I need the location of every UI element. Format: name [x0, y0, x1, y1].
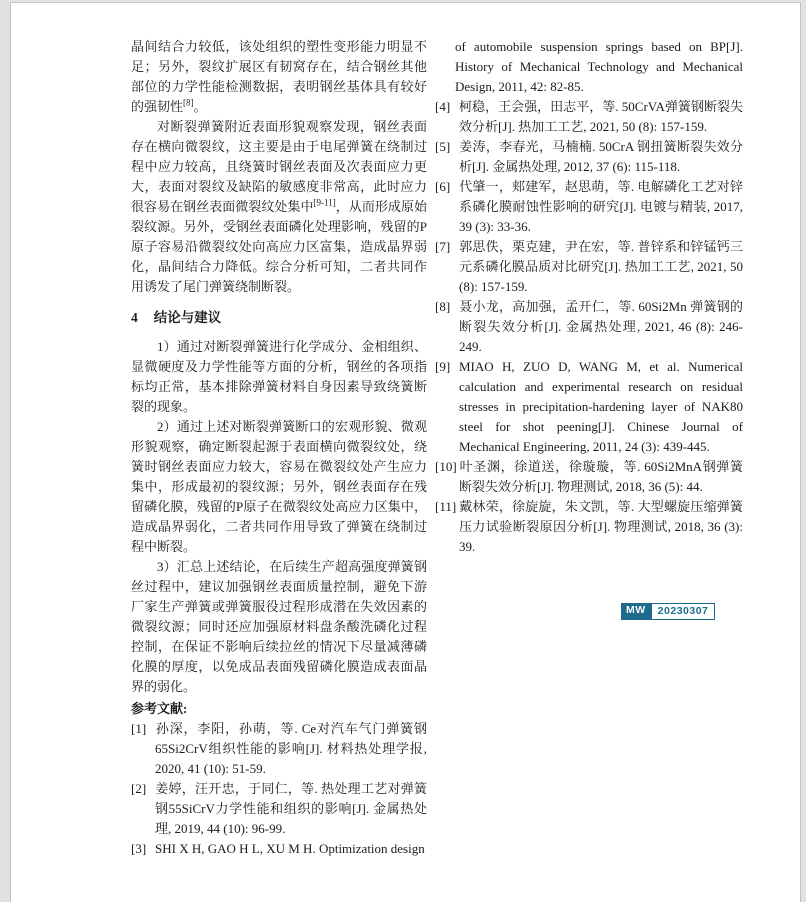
reference-number: [6]: [435, 179, 451, 194]
reference-text: 郭思佚，栗克建，尹在宏，等. 普锌系和锌锰钙三元系磷化膜品质对比研究[J]. 热加工工艺, 2021, 50 (8): 157-159.: [459, 239, 743, 294]
right-column: [435, 37, 743, 557]
reference-text: 姜涛，李春光，马楠楠. 50CrA 钢扭簧断裂失效分析[J]. 金属热处理, 2012, 37 (6): 115-118.: [459, 139, 743, 174]
reference-text: 姜婷，汪开忠，于同仁，等. 热处理工艺对弹簧钢55SiCrV力学性能和组织的影响[J]. 金属热处理, 2019, 44 (10): 96-99.: [155, 781, 427, 836]
conclusion-item-2: 2）通过上述对断裂弹簧断口的宏观形貌、微观形貌观察，确定断裂起源于表面横向微裂纹处，绕簧时钢丝表面应力较大，容易在微裂纹处产生应力集中，形成最初的裂纹源；另外，钢丝表面存在残留磷化膜，残留的P原子在微裂纹处高应力区集中，造成晶界弱化，二者共同作用导致了弹簧在绕制过程中断裂。: [131, 419, 427, 554]
reference-item-1: [131, 719, 427, 779]
reference-item-9: [435, 357, 743, 457]
reference-item-7: [435, 237, 743, 297]
reference-item-11: [435, 497, 743, 557]
paper-page: [10, 2, 801, 902]
reference-item-5: [435, 137, 743, 177]
reference-number: [4]: [435, 99, 451, 114]
reference-number: [8]: [435, 299, 451, 314]
paragraph-text: ，从而形成原始裂纹源。另外，受钢丝表面磷化处理影响，残留的P原子容易沿微裂纹处向高应力区富集，造成晶界弱化，晶间结合力降低。综合分析可知，二者共同作用诱发了尾门弹簧绕制断裂。: [131, 199, 427, 294]
citation-superscript: [9-11]: [313, 197, 336, 208]
paragraph-microcrack-analysis: [131, 117, 427, 297]
reference-number: [11]: [435, 499, 457, 514]
reference-number: [5]: [435, 139, 451, 154]
paragraph-text: 晶间结合力较低，该处组织的塑性变形能力明显不足；另外，裂纹扩展区有韧窝存在，结合钢丝其他部位的力学性能检测数据，表明钢丝基体具有较好的强韧性: [131, 39, 427, 114]
reference-text: SHI X H, GAO H L, XU M H. Optimization design: [155, 841, 425, 856]
reference-text: 孙深，李阳，孙萌，等. Ce对汽车气门弹簧钢65Si2CrV组织性能的影响[J]. 材料热处理学报, 2020, 41 (10): 51-59.: [155, 721, 427, 776]
left-column: [131, 37, 427, 859]
paragraph-text: 对断裂弹簧附近表面形貌观察发现，钢丝表面存在横向微裂纹，这主要是由于电尾弹簧在绕制过程中应力较高，且绕簧时钢丝表面及次表面应力更大，表面对裂纹及缺陷的敏感度非常高，此时应力很容易在钢丝表面微裂纹处集中: [131, 119, 427, 214]
reference-number: [7]: [435, 239, 451, 254]
conclusion-item-3: 3）汇总上述结论，在后续生产超高强度弹簧钢丝过程中，建议加强钢丝表面质量控制，避免下游厂家生产弹簧或弹簧服役过程形成潜在失效因素的微裂纹源；同时还应加强原材料盘条酸洗磷化过程控制，在保证不影响后续拉丝的情况下尽量减薄磷化膜的厚度，以免成品表面残留磷化膜造成表面晶界的弱化。: [131, 559, 427, 694]
reference-text: 柯稳，王会强，田志平，等. 50CrVA弹簧钢断裂失效分析[J]. 热加工工艺, 2021, 50 (8): 157-159.: [459, 99, 743, 134]
article-id-badge: [621, 603, 715, 620]
paragraph-text: 。: [193, 99, 207, 114]
reference-text: 叶圣渊，徐道送，徐璇璇，等. 60Si2MnA钢弹簧断裂失效分析[J]. 物理测试, 2018, 36 (5): 44.: [459, 459, 743, 494]
reference-item-2: [131, 779, 427, 839]
reference-text: MIAO H, ZUO D, WANG M, et al. Numerical calculation and experimental research on residual stresses in precipitation-hardening layer of NAK80 steel for shot peening[J]. Chinese Journal of Mechanical Engineering, 2011, 24 (3): 439-445.: [459, 359, 743, 454]
reference-number: [9]: [435, 359, 451, 374]
reference-item-3: [131, 839, 427, 859]
reference-text: 戴林荣，徐旋旋，朱文凯，等. 大型螺旋压缩弹簧压力试验断裂原因分析[J]. 物理测试, 2018, 36 (3): 39.: [459, 499, 743, 554]
reference-number: [10]: [435, 459, 457, 474]
reference-item-3-continuation: of automobile suspension springs based on BP[J]. History of Mechanical Technology and Mechanical Design, 2011, 42: 82-85.: [455, 39, 743, 94]
reference-text: 代肇一，郏建军，赵思萌，等. 电解磷化工艺对锌系磷化膜耐蚀性影响的研究[J]. 电镀与精装, 2017, 39 (3): 33-36.: [459, 179, 743, 234]
reference-number: [2]: [131, 781, 147, 796]
article-id-number: 20230307: [651, 603, 716, 620]
conclusion-item-1: 1）通过对断裂弹簧进行化学成分、金相组织、显微硬度及力学性能等方面的分析，钢丝的各项指标均正常，基本排除弹簧材料自身因素导致绕簧断裂的现象。: [131, 339, 427, 414]
references-heading: 参考文献:: [131, 701, 188, 716]
reference-item-4: [435, 97, 743, 137]
reference-item-6: [435, 177, 743, 237]
reference-number: [3]: [131, 841, 147, 856]
reference-text: 聂小龙，高加强，孟开仁，等. 60Si2Mn 弹簧钢的断裂失效分析[J]. 金属热处理, 2021, 46 (8): 246-249.: [459, 299, 743, 354]
paragraph-grain-boundary: [131, 37, 427, 117]
mw-logo: MW: [621, 603, 651, 620]
reference-item-8: [435, 297, 743, 357]
reference-item-10: [435, 457, 743, 497]
reference-number: [1]: [131, 721, 147, 736]
section-title: 结论与建议: [153, 310, 222, 325]
citation-superscript: [8]: [183, 97, 194, 108]
section-heading-conclusions: [131, 308, 427, 328]
section-number: 4: [131, 310, 138, 325]
